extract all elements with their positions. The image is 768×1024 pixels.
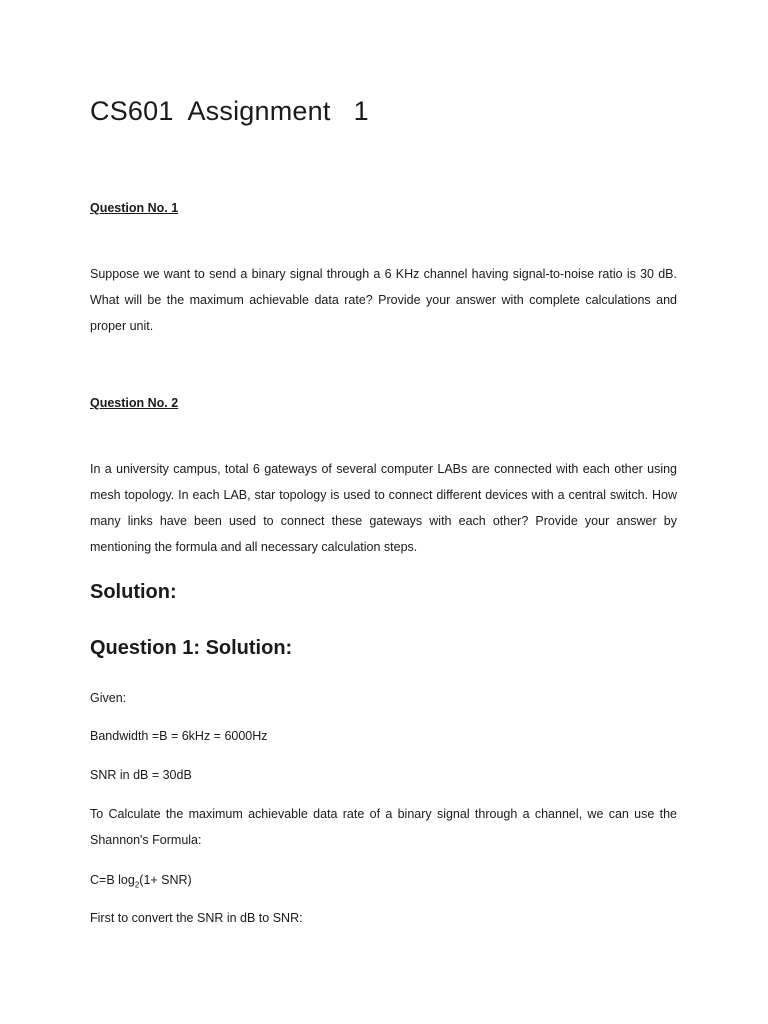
convert-snr-line: First to convert the SNR in dB to SNR: [90, 911, 303, 925]
bandwidth-line: Bandwidth =B = 6kHz = 6000Hz [90, 729, 268, 743]
document-title: CS601 Assignment 1 [90, 96, 369, 126]
question-1-solution-heading: Question 1: Solution: [90, 637, 293, 659]
snr-line: SNR in dB = 30dB [90, 768, 192, 782]
given-label: Given: [90, 691, 127, 705]
question-1-heading: Question No. 1 [90, 201, 179, 215]
formula-prefix: C=B log [90, 873, 135, 887]
question-2-text: In a university campus, total 6 gateways of several computer LABs are connected with each other using mesh topology. In each LAB, star topology is used to connect different devices with a central switch. How many links have been used to connect these gateways with each other? Provide your answer by mentioning the formula and all necessary calculation steps. [90, 462, 677, 554]
document-page [90, 0, 677, 1024]
question-1-text: Suppose we want to send a binary signal through a 6 KHz channel having signal-to-noise ratio is 30 dB. What will be the maximum achievable data rate? Provide your answer with complete calculations and proper unit. [90, 267, 677, 333]
formula-subscript: 2 [134, 880, 140, 890]
shannon-formula [90, 871, 192, 889]
formula-suffix: (1+ SNR) [139, 873, 192, 887]
question-2-heading: Question No. 2 [90, 396, 179, 410]
shannon-formula-text: To Calculate the maximum achievable data rate of a binary signal through a channel, we can use the Shannon's Formula: [90, 807, 677, 847]
solution-heading: Solution: [90, 581, 177, 603]
